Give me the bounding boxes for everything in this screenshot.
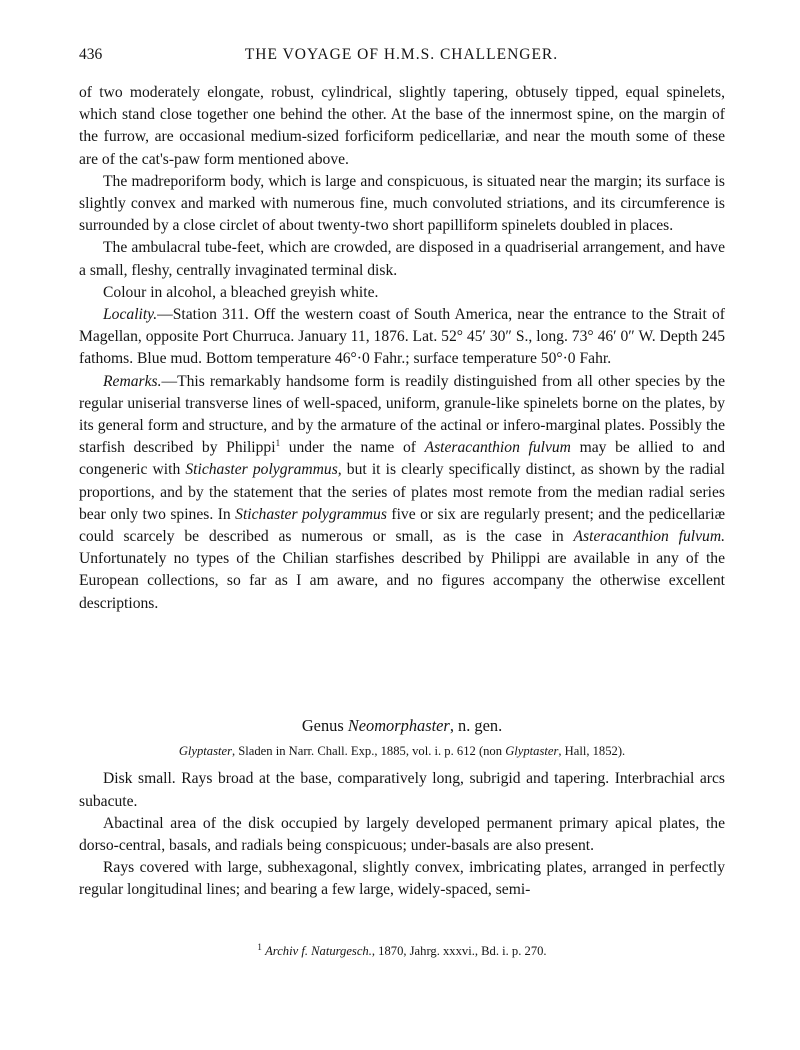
paragraph-abactinal: Abactinal area of the disk occupied by largely developed permanent primary apical plates, the dorso-central, basals, and radials being conspicuous; under-basals are also present. (79, 814, 725, 855)
species-name: Stichaster polygrammus, (185, 461, 342, 479)
remarks-text-5: five or six are regularly present; and the pedicellariæ could scarcely be described as numerous or small, as is the case in (79, 505, 726, 546)
genus-section (79, 715, 725, 902)
genus-heading (79, 715, 725, 737)
remarks-text-1: —This remarkably handsome form is readily distinguished from all other species by the regular uniserial transverse lines of well-spaced, uniform, granule-like spinelets borne on the plates, by its general form and structure, and by the armature of the actinal or infero-marginal plates. Possibly the starfish described by Philippi (79, 372, 725, 457)
footnote (79, 941, 725, 959)
paragraph-madreporite: The madreporiform body, which is large and conspicuous, is situated near the margin; its surface is slightly convex and marked with numerous fine, much convoluted striations, and its circumference is surrounded by a close circlet of about twenty-two short papilliform spinelets doubled in places. (79, 172, 725, 235)
paragraph-tube-feet: The ambulacral tube-feet, which are crowded, are disposed in a quadriserial arrangement, and have a small, fleshy, centrally invaginated terminal disk. (79, 239, 725, 279)
genus-name: Neomorphaster (347, 716, 450, 735)
species-name: Asteracanthion fulvum. (573, 528, 725, 546)
remarks-text-6: Unfortunately no types of the Chilian starfishes described by Philippi are available in any of the European collections, so far as I am aware, and no figures accompany the otherwise excellent descriptions. (79, 550, 725, 612)
paragraph-colour: Colour in alcohol, a bleached greyish white. (103, 283, 379, 301)
synonymy-text: , Hall, 1852). (558, 744, 626, 759)
genus-synonymy (79, 740, 725, 762)
remarks-text-4: but it is clearly specifically distinct, as shown by the radial proportions, and by the statement that the series of plates most remote from the median radial series bear only two spines. In (79, 461, 726, 523)
footnote-text: , 1870, Jahrg. xxxvi., Bd. i. p. 270. (371, 944, 547, 958)
species-name: Stichaster polygrammus (235, 505, 387, 523)
remarks-text-3: may be allied to and congeneric with (79, 439, 725, 479)
remarks-label: Remarks. (103, 372, 162, 390)
page-header (79, 46, 724, 66)
footnote-marker: 1 (257, 941, 262, 952)
locality-label: Locality. (103, 306, 158, 324)
genus-suffix: , n. gen. (449, 716, 503, 735)
locality-text: —Station 311. Off the western coast of South America, near the entrance to the Strait of Magellan, opposite Port Churruca. January 11, 1876. Lat. 52° 45′ 30″ S., long. 73° 46′ 0″ W. Depth 245 fathoms. Blue mud. Bottom temperature 46°·0 Fahr.; surface temperature 50°·0 Fahr. (79, 306, 725, 368)
paragraph-remarks (79, 371, 725, 615)
paragraph-rays: Rays covered with large, subhexagonal, slightly convex, imbricating plates, arranged in perfectly regular longitudinal lines; and bearing a few large, widely-spaced, semi- (79, 859, 725, 899)
species-name: Asteracanthion fulvum (424, 439, 571, 457)
main-text (79, 82, 725, 615)
paragraph-locality (79, 304, 725, 371)
synonymy-text: , Sladen in Narr. Chall. Exp., 1885, vol. i. p. 612 (non (231, 744, 506, 759)
page-number: 436 (79, 46, 103, 63)
synonym-name: Glyptaster (505, 744, 559, 759)
paragraph-disk: Disk small. Rays broad at the base, comparatively long, subrigid and tapering. Interbrachial arcs subacute. (79, 770, 725, 810)
genus-prefix: Genus (301, 716, 348, 735)
running-title: THE VOYAGE OF H.M.S. CHALLENGER. (244, 46, 559, 63)
footnote-ref: 1 (275, 438, 281, 449)
footnote-title: Archiv f. Naturgesch. (265, 944, 372, 958)
paragraph-spinelets: of two moderately elongate, robust, cylindrical, slightly tapering, obtusely tipped, equal spinelets, which stand close together one behind the other. At the base of the innermost spine, on the margin of the furrow, are occasional medium-sized forficiform pedicellariæ, and near the mouth some of these are of the cat's-paw form mentioned above. (79, 84, 725, 168)
synonym-name: Glyptaster (178, 744, 232, 759)
remarks-text-2: under the name of (280, 439, 425, 457)
